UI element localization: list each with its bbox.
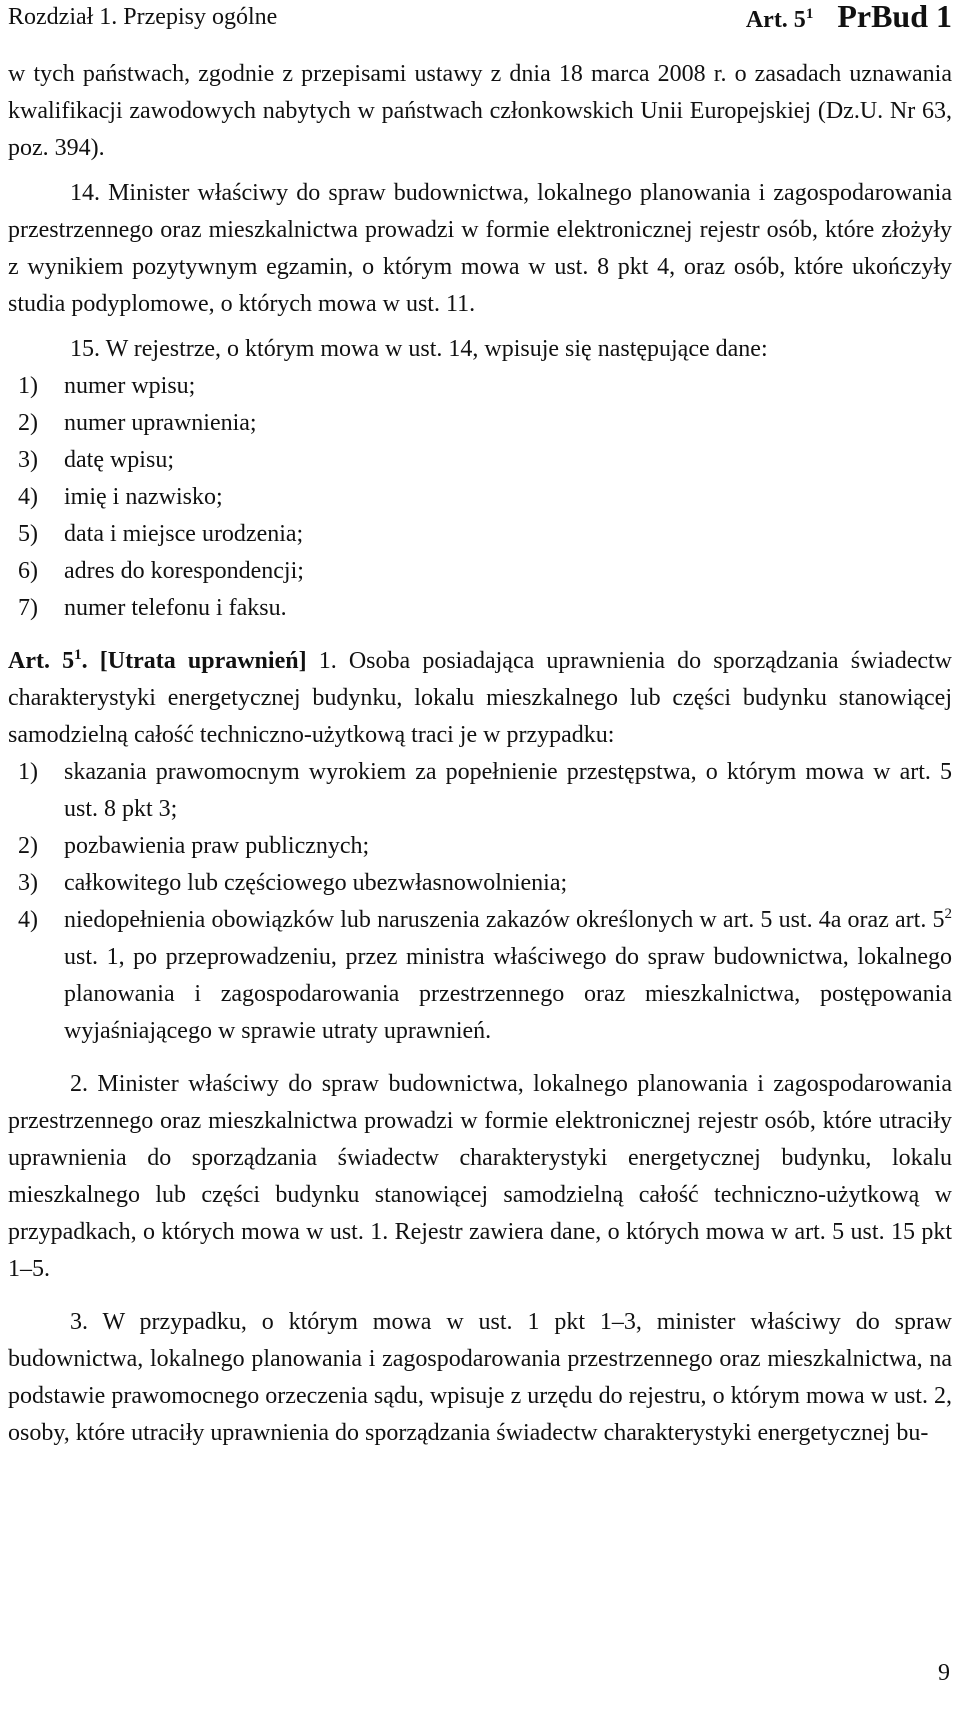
list-item-text: numer telefonu i faksu. xyxy=(64,595,287,621)
header-article xyxy=(746,7,813,33)
paragraph-3: 3. W przypadku, o którym mowa w ust. 1 pkt 1–3, minister właściwy do spraw budownictwa, lokalnego planowania i zagospodarowania przestrzennego oraz mieszkalnictwa, na podstawie prawomocnego orzeczenia sądu, wpisuje z urzędu do rejestru, o którym mowa w ust. 2, osoby, które utraciły uprawnienia do sporządzania świadectw charakterystyki energetycznej bu- xyxy=(8,1309,952,1446)
list-item-text: numer wpisu; xyxy=(64,373,196,399)
list-item xyxy=(8,479,952,516)
list-item xyxy=(8,828,952,865)
list-item xyxy=(8,368,952,405)
paragraph-15: 15. W rejestrze, o którym mowa w ust. 14, wpisuje się następujące dane: xyxy=(70,336,768,362)
list-item-text: data i miejsce urodzenia; xyxy=(64,521,304,547)
paragraph-intro: w tych państwach, zgodnie z przepisami ustawy z dnia 18 marca 2008 r. o zasadach uznawania kwalifikacji zawodowych nabytych w państwach członkowskich Unii Europejskiej (Dz.U. Nr 63, poz. 394). xyxy=(8,61,952,161)
list-item xyxy=(8,405,952,442)
list-item xyxy=(8,516,952,553)
list-item xyxy=(8,865,952,902)
list-item-text: adres do korespondencji; xyxy=(64,558,304,584)
list-item-text: numer uprawnienia; xyxy=(64,410,257,436)
list-item-text: datę wpisu; xyxy=(64,447,174,473)
list-item xyxy=(8,902,952,1050)
list-item-number: 3) xyxy=(18,870,38,896)
article-5-1 xyxy=(8,643,952,754)
list-art-5-1 xyxy=(8,754,952,1050)
list-item-number: 1) xyxy=(18,759,38,785)
chapter-title: Rozdział 1. Przepisy ogólne xyxy=(8,4,278,30)
page-number: 9 xyxy=(938,1660,950,1686)
list-item xyxy=(8,590,952,627)
list-item xyxy=(8,754,952,828)
list-item-text-b: ust. 1, po przeprowadzeniu, przez ministra właściwego do spraw budownictwa, lokalnego planowania i zagospodarowania przestrzennego oraz mieszkalnictwa, postępowania wyjaśniającego w sprawie utraty uprawnień. xyxy=(64,944,952,1044)
list-item-text: imię i nazwisko; xyxy=(64,484,223,510)
list-item-text: skazania prawomocnym wyrokiem za popełnienie przestępstwa, o którym mowa w art. 5 ust. 8 pkt 3; xyxy=(64,759,952,822)
list-item-number: 4) xyxy=(18,484,38,510)
header-article-sup: 1 xyxy=(805,6,814,22)
list-item xyxy=(8,442,952,479)
article-sup: 1 xyxy=(74,647,82,663)
list-item-sup: 2 xyxy=(944,906,952,922)
document-body xyxy=(8,56,952,1452)
header-right xyxy=(746,0,952,35)
article-heading xyxy=(8,648,307,674)
article-label: Art. 5 xyxy=(8,648,75,674)
list-item-text-a: niedopełnienia obowiązków lub naruszenia zakazów określonych w art. 5 ust. 4a oraz art. 5 xyxy=(64,907,945,933)
page-header xyxy=(8,0,952,44)
list-item-number: 4) xyxy=(18,907,38,933)
list-item-number: 2) xyxy=(18,833,38,859)
list-item-number: 2) xyxy=(18,410,38,436)
list-item-number: 5) xyxy=(18,521,38,547)
paragraph-14: 14. Minister właściwy do spraw budownictwa, lokalnego planowania i zagospodarowania przestrzennego oraz mieszkalnictwa prowadzi w formie elektronicznej rejestr osób, które złożyły z wynikiem pozytywnym egzamin, o którym mowa w ust. 8 pkt 4, oraz osób, które ukończyły studia podyplomowe, o których mowa w ust. 11. xyxy=(8,180,952,317)
list-item xyxy=(8,553,952,590)
paragraph-2: 2. Minister właściwy do spraw budownictwa, lokalnego planowania i zagospodarowania przestrzennego oraz mieszkalnictwa prowadzi w formie elektronicznej rejestr osób, które utraciły uprawnienia do sporządzania świadectw charakterystyki energetycznej budynku, lokalu mieszkalnego lub części budynku stanowiącej samodzielną całość techniczno-użytkową w przypadkach, o których mowa w ust. 1. Rejestr zawiera dane, o których mowa w art. 5 ust. 15 pkt 1–5. xyxy=(8,1071,952,1282)
list-item-number: 1) xyxy=(18,373,38,399)
header-article-label: Art. 5 xyxy=(745,7,806,33)
list-15 xyxy=(8,368,952,627)
list-item-text: pozbawienia praw publicznych; xyxy=(64,833,370,859)
article-title: . [Utrata uprawnień] xyxy=(81,648,307,674)
list-item-number: 3) xyxy=(18,447,38,473)
list-item-number: 7) xyxy=(18,595,38,621)
list-item-number: 6) xyxy=(18,558,38,584)
header-brand: PrBud 1 xyxy=(837,0,952,34)
list-item-text: całkowitego lub częściowego ubezwłasnowolnienia; xyxy=(64,870,568,896)
article-text: 1. Osoba posiadająca uprawnienia do sporządzania świadectw charakterystyki energetycznej budynku, lokalu mieszkalnego lub części budynku stanowiącej samodzielną całość techniczno-użytkową traci je w przypadku: xyxy=(8,648,952,748)
